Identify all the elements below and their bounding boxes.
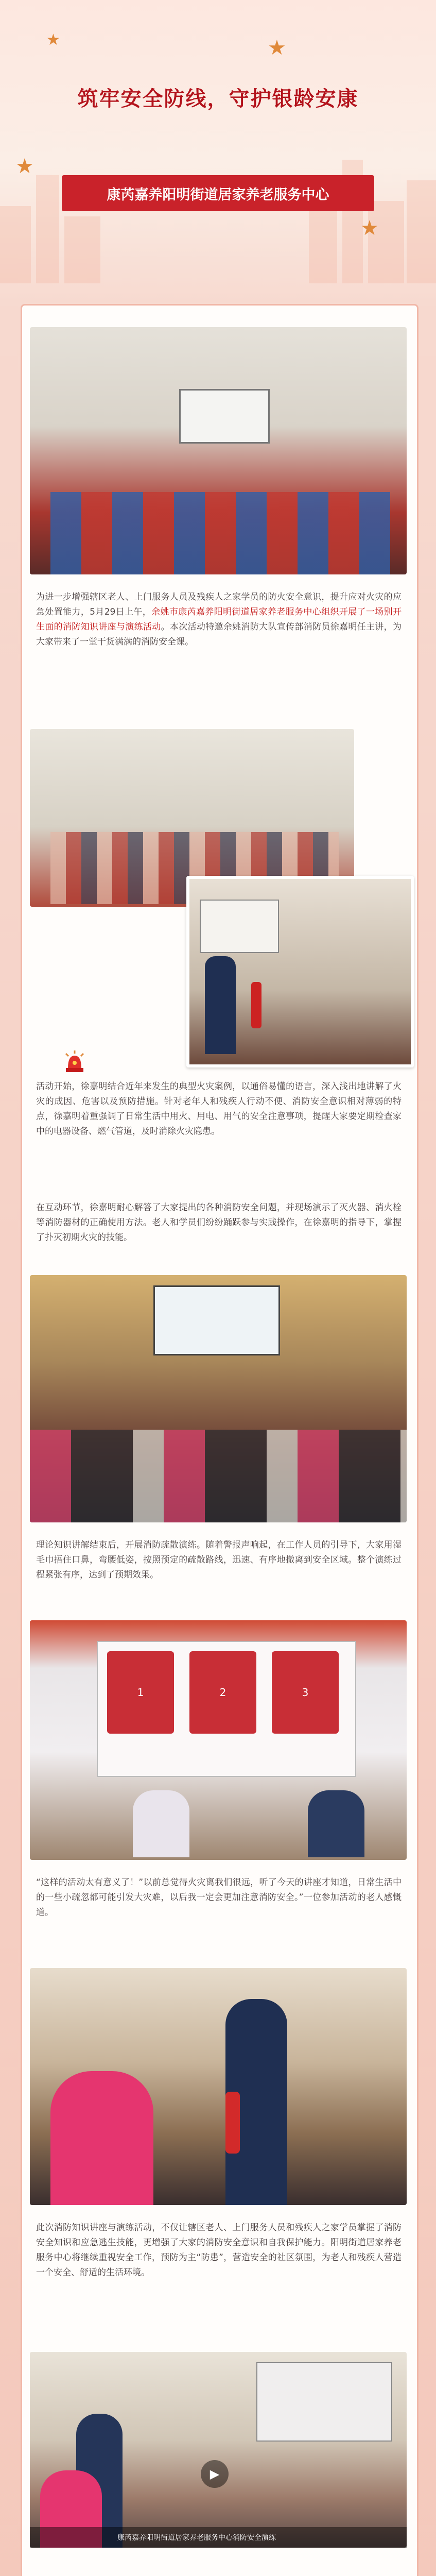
- slide-card: 3: [272, 1651, 339, 1734]
- star-icon: ★: [268, 36, 286, 60]
- lecture-hall-photo: [30, 1275, 407, 1522]
- fire-alarm-icon: [62, 1048, 88, 1074]
- extinguisher-practice-photo: [30, 1968, 407, 2205]
- star-icon: ★: [360, 216, 379, 240]
- paragraph-testimonial: “这样的活动太有意义了！”以前总觉得火灾离我们很远，听了今天的讲座才知道，日常生活中的一些小疏忽都可能引发大灾难，以后我一定会更加注意消防安全。”一位参加活动的老人感慨道。: [36, 1877, 402, 1918]
- paragraph-interaction: 在互动环节，徐嘉明耐心解答了大家提出的各种消防安全问题，并现场演示了灭火器、消火栓等消防器材的正确使用方法。老人和学员们纷纷踊跃参与实践操作，在徐嘉明的指导下，掌握了扑灭初期火灾的技能。: [36, 1202, 402, 1243]
- play-button[interactable]: ▶: [201, 2460, 229, 2488]
- paragraph-intro: 为进一步增强辖区老人、上门服务人员及残疾人之家学员的防火安全意识，提升应对火灾的应急处置能力，5月29日上午，余姚市康芮嘉养阳明街道居家养老服务中心组织开展了一场别开生面的消防知识讲座与演练活动。本次活动特邀余姚消防大队宣传部消防员徐嘉明任主讲，为大家带来了一堂干货满满的消防安全课。: [36, 592, 402, 647]
- slide-card: 2: [189, 1651, 256, 1734]
- drill-video-thumbnail[interactable]: [30, 2352, 407, 2548]
- paragraph-lecture: 活动开始，徐嘉明结合近年来发生的典型火灾案例，以通俗易懂的语言，深入浅出地讲解了火灾的成因、危害以及预防措施。针对老年人和残疾人行动不便、消防安全意识相对薄弱的特点，徐嘉明着重强调了日常生活中用火、用电、用气的安全注意事项，提醒大家要定期检查家中的电器设备、燃气管道，及时消除火灾隐患。: [36, 1081, 402, 1137]
- presentation-slide-photo: [30, 1620, 407, 1860]
- paragraph-summary: 此次消防知识讲座与演练活动，不仅让辖区老人、上门服务人员和残疾人之家学员掌握了消防安全知识和应急逃生技能，更增强了大家的消防安全意识和自我保护能力。阳明街道居家养老服务中心将继续重视安全工作，预防为主“防患”，营造安全的社区氛围，为老人和残疾人营造一个安全、舒适的生活环境。: [36, 2223, 402, 2278]
- slide-card: 1: [107, 1651, 174, 1734]
- instructor-demo-photo: [186, 876, 414, 1067]
- star-icon: ★: [15, 155, 34, 178]
- star-icon: ★: [46, 31, 60, 49]
- organizer-banner: 康芮嘉养阳明街道居家养老服务中心: [62, 175, 374, 211]
- page-title: 筑牢安全防线，守护银龄安康: [77, 87, 359, 111]
- paragraph-drill: 理论知识讲解结束后，开展消防疏散演练。随着警报声响起，在工作人员的引导下，大家用湿毛巾捂住口鼻，弯腰低姿，按照预定的疏散路线，迅速、有序地撤离到安全区域。整个演练过程紧张有序，达到了预期效果。: [36, 1540, 402, 1580]
- lecture-audience-photo: [30, 327, 407, 574]
- video-caption: 康芮嘉养阳明街道居家养老服务中心消防安全演练: [30, 2527, 407, 2548]
